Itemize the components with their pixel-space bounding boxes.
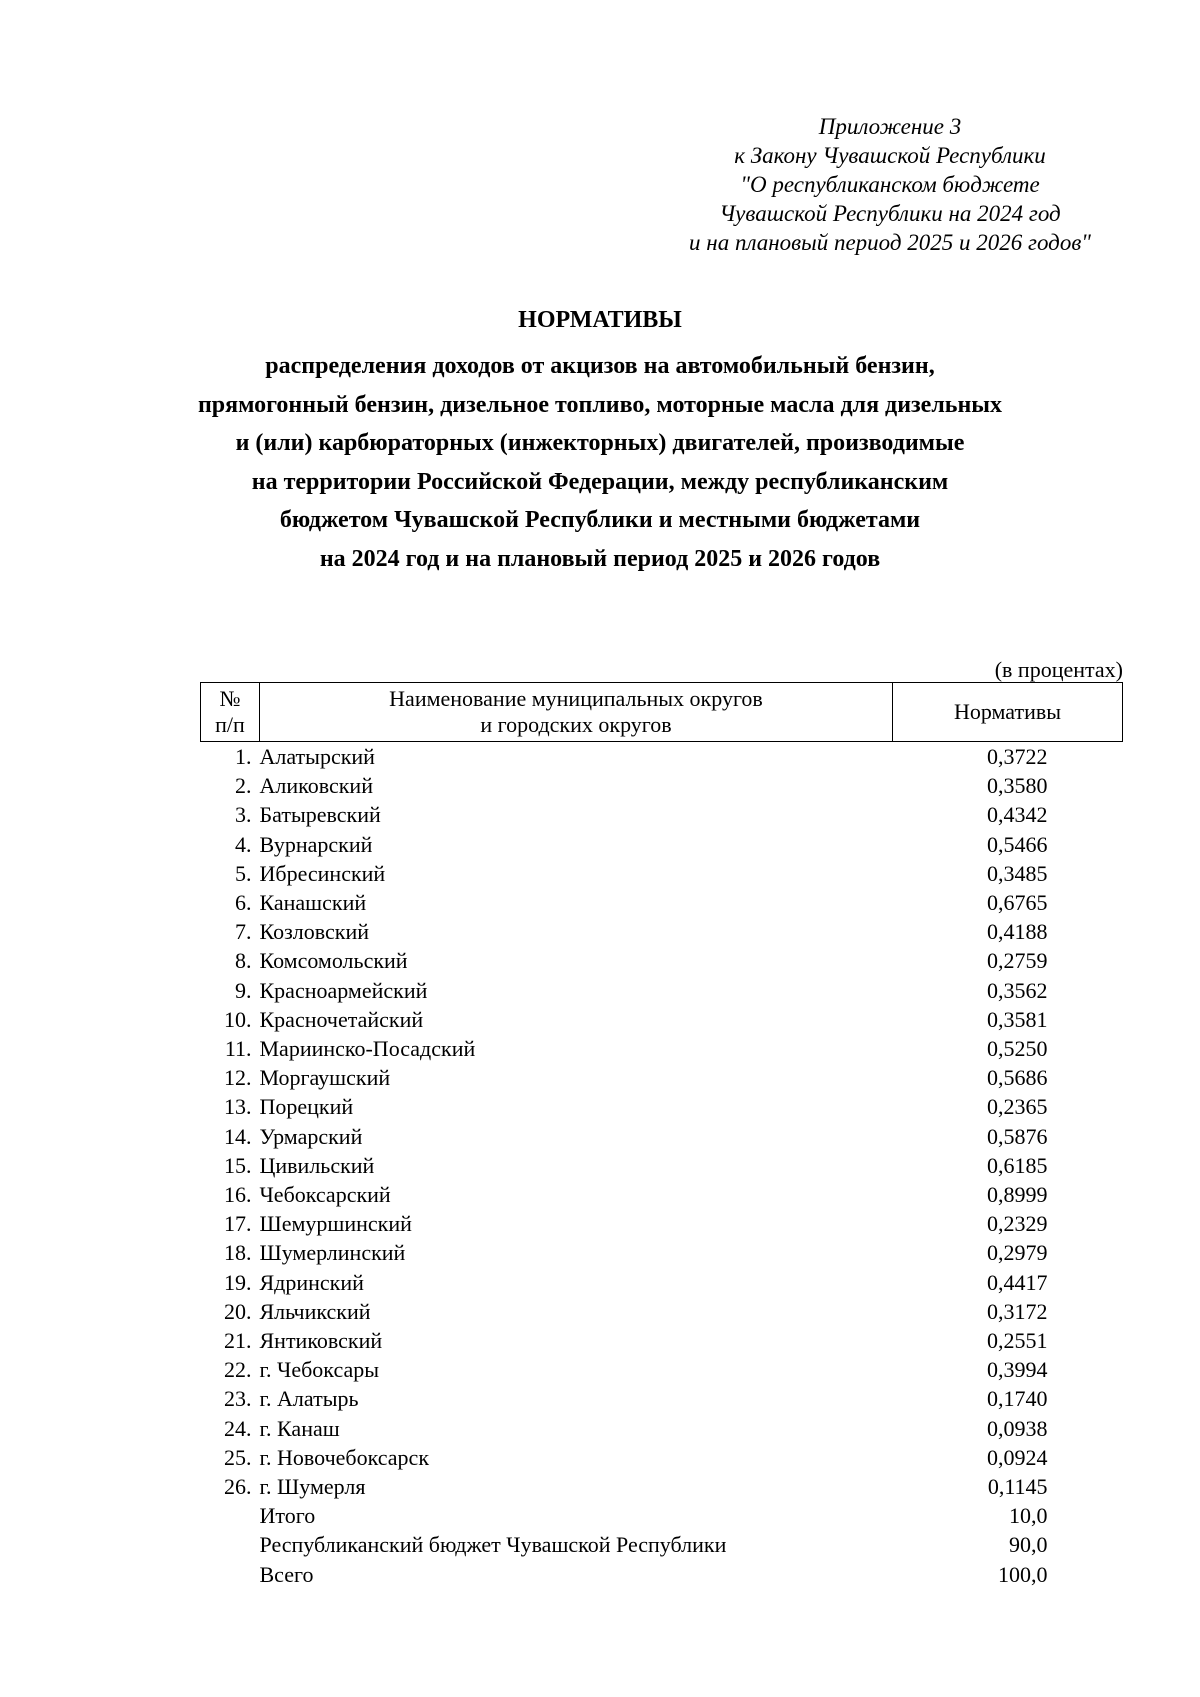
row-number: 24. — [224, 1415, 252, 1441]
row-name: Козловский — [259, 919, 370, 945]
table-row — [201, 1501, 1123, 1530]
appendix-line: к Закону Чувашской Республики — [734, 143, 1046, 168]
row-number: 10. — [224, 1006, 252, 1032]
row-value: 0,3172 — [987, 1298, 1048, 1324]
row-value: 0,4342 — [987, 802, 1048, 828]
row-number: 19. — [224, 1269, 252, 1295]
row-value: 0,8999 — [987, 1182, 1048, 1208]
row-name: Республиканский бюджет Чувашской Республики — [259, 1532, 727, 1558]
row-name: Урмарский — [259, 1123, 363, 1149]
table-row — [201, 1530, 1123, 1559]
row-number: 11. — [224, 1036, 252, 1062]
title-main: НОРМАТИВЫ — [518, 307, 682, 333]
row-name: г. Чебоксары — [259, 1357, 380, 1383]
row-number: 25. — [224, 1444, 252, 1470]
row-name: Цивильский — [259, 1152, 375, 1178]
row-name: г. Канаш — [259, 1415, 340, 1441]
row-name: Мариинско-Посадский — [259, 1036, 476, 1062]
row-number: 9. — [235, 977, 252, 1003]
row-value: 0,2329 — [987, 1211, 1048, 1237]
header-number-line2: п/п — [215, 712, 245, 737]
table-row — [201, 1297, 1123, 1326]
row-name: г. Алатырь — [259, 1386, 359, 1412]
appendix-header — [630, 112, 1150, 257]
row-number: 4. — [235, 831, 252, 857]
row-name: Вурнарский — [259, 831, 373, 857]
row-name: Канашский — [259, 890, 367, 916]
row-name: г. Новочебоксарск — [259, 1444, 430, 1470]
row-name: Итого — [259, 1503, 316, 1529]
row-name: Моргаушский — [259, 1065, 391, 1091]
table-row — [201, 1443, 1123, 1472]
header-name-line2: и городских округов — [480, 712, 672, 737]
row-name: Шумерлинский — [259, 1240, 406, 1266]
subtitle-line: прямогонный бензин, дизельное топливо, моторные масла для дизельных — [197, 391, 1003, 418]
row-name: Батыревский — [259, 802, 381, 828]
table-row — [201, 1209, 1123, 1238]
subtitle-line: на 2024 год и на плановый период 2025 и 2026 годов — [319, 545, 881, 572]
table-row — [201, 1326, 1123, 1355]
row-name: Аликовский — [259, 773, 373, 799]
row-value: 0,2759 — [987, 948, 1048, 974]
row-number: 15. — [224, 1152, 252, 1178]
table-row — [201, 1005, 1123, 1034]
row-value: 0,1740 — [987, 1386, 1048, 1412]
row-name: г. Шумерля — [259, 1474, 366, 1500]
document-title — [0, 305, 1200, 579]
table-row — [201, 1268, 1123, 1297]
row-number: 2. — [235, 773, 252, 799]
row-name: Чебоксарский — [259, 1182, 391, 1208]
subtitle-line: и (или) карбюраторных (инжекторных) двигателей, производимые — [235, 430, 965, 457]
table-row — [201, 1414, 1123, 1443]
table-row — [201, 1472, 1123, 1501]
row-value: 0,5250 — [987, 1036, 1048, 1062]
header-number — [201, 683, 260, 742]
row-value: 0,4188 — [987, 919, 1048, 945]
row-value: 0,1145 — [987, 1474, 1048, 1500]
row-number: 14. — [224, 1123, 252, 1149]
table-row — [201, 1238, 1123, 1267]
table-row — [201, 800, 1123, 829]
row-number: 8. — [235, 948, 252, 974]
table-row — [201, 771, 1123, 800]
row-number: 1. — [235, 744, 252, 769]
row-number — [201, 1530, 260, 1559]
row-number: 22. — [224, 1357, 252, 1383]
table-row — [201, 742, 1123, 772]
row-value: 0,3562 — [987, 977, 1048, 1003]
row-number: 6. — [235, 890, 252, 916]
row-value: 0,3580 — [987, 773, 1048, 799]
row-value: 0,3994 — [987, 1357, 1048, 1383]
row-value: 0,3581 — [987, 1006, 1048, 1032]
appendix-line: и на плановый период 2025 и 2026 годов" — [689, 230, 1091, 255]
row-name: Всего — [259, 1561, 314, 1587]
table-row — [201, 976, 1123, 1005]
row-value: 0,3485 — [987, 860, 1048, 886]
row-value: 100,0 — [998, 1561, 1048, 1587]
subtitle-line: на территории Российской Федерации, между республиканским — [251, 468, 949, 495]
row-number: 18. — [224, 1240, 252, 1266]
row-number: 21. — [224, 1328, 252, 1354]
subtitle-line: бюджетом Чувашской Республики и местными бюджетами — [279, 507, 921, 534]
row-number — [201, 1501, 260, 1530]
row-number: 5. — [235, 860, 252, 886]
row-number: 13. — [224, 1094, 252, 1120]
table-row — [201, 1151, 1123, 1180]
row-name: Ибресинский — [259, 860, 386, 886]
row-number: 3. — [235, 802, 252, 828]
table-row — [201, 1092, 1123, 1121]
appendix-line: Приложение 3 — [818, 114, 962, 139]
row-name: Красноармейский — [259, 977, 428, 1003]
header-value: Нормативы — [893, 683, 1123, 742]
table-row — [201, 1063, 1123, 1092]
table-row — [201, 888, 1123, 917]
row-number: 7. — [235, 919, 252, 945]
row-value: 0,6185 — [987, 1152, 1048, 1178]
table-row — [201, 946, 1123, 975]
row-name: Янтиковский — [259, 1328, 383, 1354]
table-row — [201, 1355, 1123, 1384]
table-row — [201, 859, 1123, 888]
table-row — [201, 1180, 1123, 1209]
row-number: 20. — [224, 1298, 252, 1324]
row-number: 16. — [224, 1182, 252, 1208]
header-name — [260, 683, 893, 742]
table-row — [201, 830, 1123, 859]
row-value: 0,4417 — [987, 1269, 1048, 1295]
title-subtitle — [0, 347, 1200, 579]
row-number: 26. — [224, 1474, 252, 1500]
row-value: 90,0 — [1009, 1532, 1048, 1558]
table-row — [201, 1560, 1123, 1589]
row-value: 0,6765 — [987, 890, 1048, 916]
subtitle-line: распределения доходов от акцизов на автомобильный бензин, — [265, 353, 935, 379]
row-number: 12. — [224, 1065, 252, 1091]
units-note: (в процентах) — [994, 657, 1123, 682]
row-number — [201, 1560, 260, 1589]
row-name: Комсомольский — [259, 948, 408, 974]
row-name: Алатырский — [259, 744, 375, 769]
row-value: 0,2551 — [987, 1328, 1048, 1354]
appendix-line: Чувашской Республики на 2024 год — [719, 201, 1061, 226]
header-number-line1: № — [219, 686, 241, 711]
row-number: 17. — [224, 1211, 252, 1237]
row-name: Ядринский — [259, 1269, 364, 1295]
row-value: 0,3722 — [987, 744, 1048, 769]
row-value: 0,5466 — [987, 831, 1048, 857]
header-name-line1: Наименование муниципальных округов — [389, 686, 763, 711]
row-value: 0,0938 — [987, 1415, 1048, 1441]
row-number: 23. — [224, 1386, 252, 1412]
table-row — [201, 1034, 1123, 1063]
row-name: Яльчикский — [259, 1298, 371, 1324]
norms-table — [200, 682, 1123, 1589]
row-name: Порецкий — [259, 1094, 354, 1120]
row-name: Красночетайский — [259, 1006, 424, 1032]
row-value: 0,5876 — [987, 1123, 1048, 1149]
row-name: Шемуршинский — [259, 1211, 412, 1237]
table-body — [201, 742, 1123, 1589]
table-row — [201, 1122, 1123, 1151]
table-row — [201, 1384, 1123, 1413]
row-value: 0,5686 — [987, 1065, 1048, 1091]
row-value: 10,0 — [1009, 1503, 1048, 1529]
row-value: 0,2979 — [987, 1240, 1048, 1266]
appendix-line: "О республиканском бюджете — [740, 172, 1040, 197]
table-row — [201, 917, 1123, 946]
row-value: 0,2365 — [987, 1094, 1048, 1120]
row-value: 0,0924 — [987, 1444, 1048, 1470]
table-header-row — [201, 683, 1123, 742]
